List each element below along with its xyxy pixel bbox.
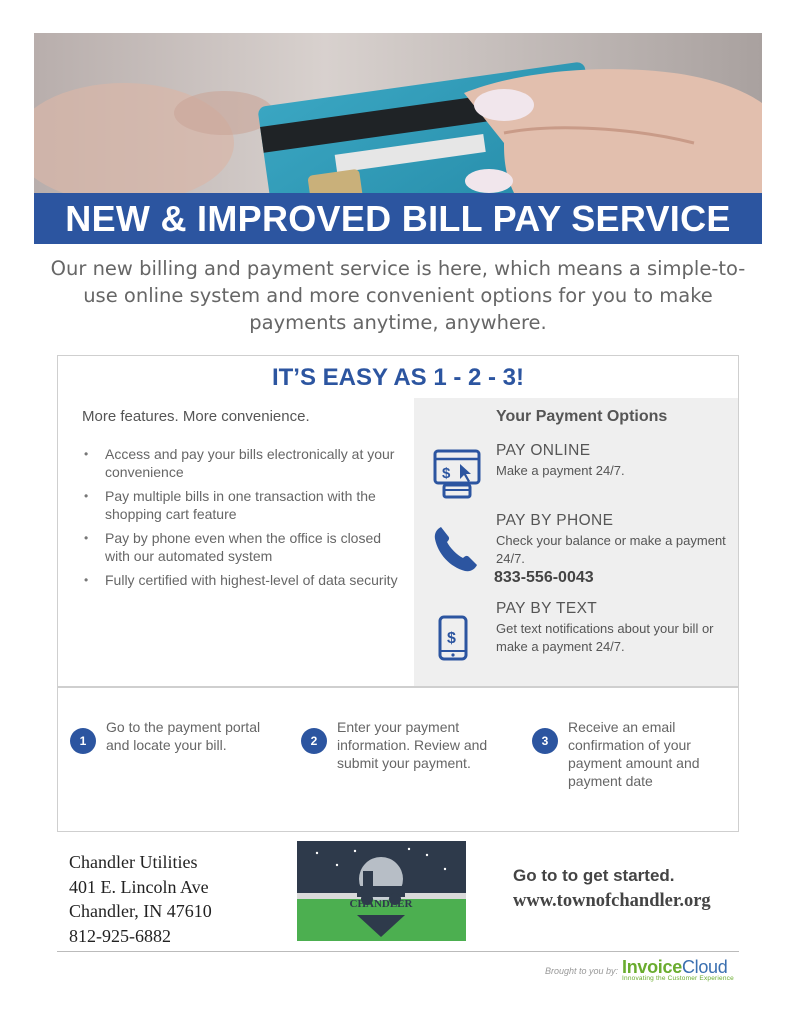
- step-text: Receive an email confirmation of your payment amount and payment date: [568, 719, 700, 789]
- option-desc: Get text notifications about your bill or make a payment 24/7.: [496, 621, 714, 654]
- payment-options-title: Your Payment Options: [496, 408, 668, 425]
- option-title: PAY ONLINE: [496, 442, 591, 459]
- phone-icon: [432, 524, 480, 579]
- divider: [58, 686, 738, 688]
- page-title: NEW & IMPROVED BILL PAY SERVICE: [34, 193, 762, 244]
- website-link[interactable]: www.townofchandler.org: [513, 891, 711, 911]
- org-name: Chandler Utilities: [69, 852, 198, 872]
- feature-item: • Pay by phone even when the office is closed with our automated system: [84, 530, 382, 564]
- features-title: More features. More convenience.: [82, 408, 310, 425]
- step-number: 1: [70, 728, 96, 754]
- payment-options-panel: [414, 398, 738, 686]
- feature-item: • Access and pay your bills electronically at your convenience: [84, 446, 395, 480]
- address-block: [69, 850, 212, 948]
- hero-image: [34, 33, 762, 193]
- cta-text: Go to to get started.: [513, 866, 675, 885]
- option-desc: Make a payment 24/7.: [496, 463, 625, 478]
- logo-text: CHANDLER: [349, 898, 413, 910]
- info-box: [57, 355, 739, 832]
- chandler-logo: [297, 841, 466, 941]
- svg-text:$: $: [447, 630, 456, 647]
- easy-heading: IT’S EASY AS 1 - 2 - 3!: [271, 364, 525, 391]
- step-text: Enter your payment information. Review and submit your payment.: [337, 719, 488, 771]
- intro-text: Our new billing and payment service is here, which means a simple-to-use online system and more convenient options for you to make payments anytime, anywhere.: [50, 257, 746, 334]
- step-number: 2: [301, 728, 327, 754]
- feature-item: • Fully certified with highest-level of data security: [84, 572, 398, 588]
- footer-divider: [57, 951, 739, 952]
- bullet-icon: •: [84, 531, 89, 545]
- step-number: 3: [532, 728, 558, 754]
- option-title: PAY BY TEXT: [496, 600, 598, 617]
- phone: 812-925-6882: [69, 925, 171, 946]
- features-list: [82, 445, 402, 589]
- bullet-icon: •: [84, 489, 89, 503]
- option-pay-by-text: [496, 600, 728, 656]
- brought-to-you: Brought to you by:: [545, 966, 619, 976]
- features-column: [82, 408, 402, 595]
- invoicecloud-logo: [622, 957, 734, 982]
- laptop-dollar-icon: [432, 448, 482, 505]
- option-title: PAY BY PHONE: [496, 512, 614, 529]
- bullet-icon: •: [84, 447, 89, 461]
- feature-item: • Pay multiple bills in one transaction with the shopping cart feature: [84, 488, 376, 522]
- svg-text:$: $: [442, 465, 451, 482]
- step-text: Go to the payment portal and locate your bill.: [106, 719, 261, 753]
- option-desc: Check your balance or make a payment 24/7.: [496, 533, 726, 566]
- bullet-icon: •: [84, 573, 89, 587]
- option-pay-online: [496, 442, 728, 480]
- street: 401 E. Lincoln Ave: [69, 876, 209, 897]
- mobile-dollar-icon: [432, 614, 472, 667]
- option-pay-by-phone: [496, 512, 728, 587]
- city: Chandler, IN 47610: [69, 901, 212, 921]
- brand-tagline: Innovating the Customer Experience: [622, 975, 734, 982]
- brand-part-a: Invoice: [622, 957, 682, 977]
- phone-number: 833-556-0043: [494, 569, 594, 586]
- brand-part-b: Cloud: [681, 957, 728, 977]
